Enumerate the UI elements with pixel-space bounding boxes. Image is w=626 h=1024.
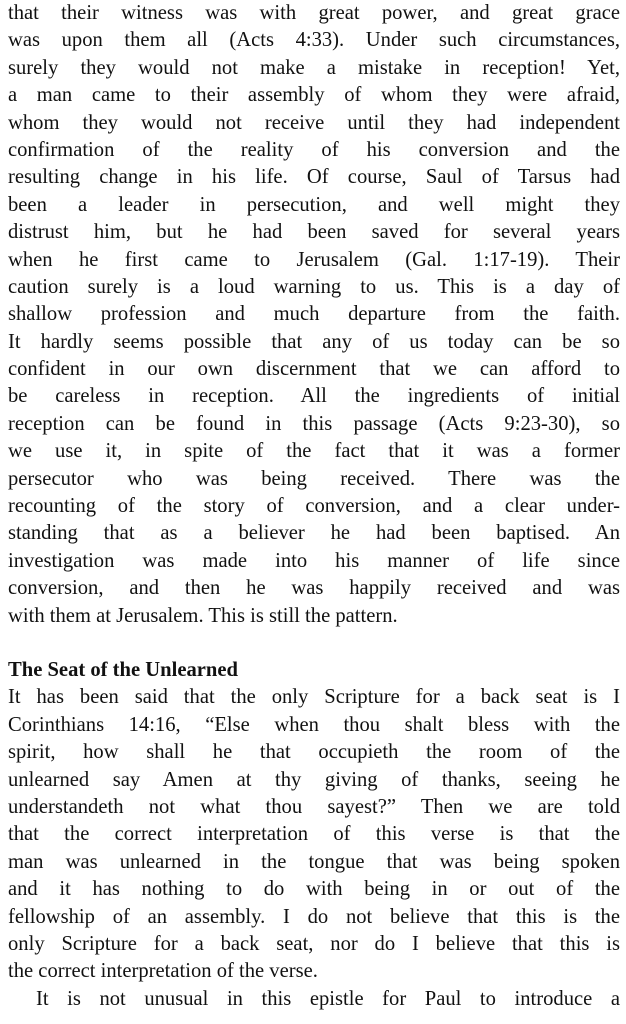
text-line: recounting of the story of conversion, and a clear under- <box>8 495 620 518</box>
paragraph-3 <box>8 986 620 1013</box>
text-line: shallow profession and much departure from the faith. <box>8 303 620 326</box>
text-line: be careless in reception. All the ingredients of initial <box>8 385 620 408</box>
text-line: man was unlearned in the tongue that was being spoken <box>8 850 620 873</box>
section-heading: The Seat of the Unlearned <box>8 658 238 681</box>
text-line: a man came to their assembly of whom they were afraid, <box>8 84 620 107</box>
paragraph-2 <box>8 684 620 985</box>
text-line: unlearned say Amen at thy giving of thanks, seeing he <box>8 768 620 791</box>
text-line: conversion, and then he was happily received and was <box>8 577 620 600</box>
text-line: persecutor who was being received. There was the <box>8 467 620 490</box>
text-line: fellowship of an assembly. I do not believe that this is the <box>8 905 620 928</box>
text-line: confident in our own discernment that we can afford to <box>8 358 620 381</box>
text-line: resulting change in his life. Of course, Saul of Tarsus had <box>8 166 620 189</box>
text-line: standing that as a believer he had been baptised. An <box>8 522 620 545</box>
text-line: was upon them all (Acts 4:33). Under such circumstances, <box>8 29 620 52</box>
document-page <box>8 0 620 1013</box>
text-line: whom they would not receive until they had independent <box>8 111 620 134</box>
text-line: It hardly seems possible that any of us today can be so <box>8 330 620 353</box>
text-line: that the correct interpretation of this verse is that the <box>8 823 620 846</box>
text-line: only Scripture for a back seat, nor do I believe that this is <box>8 932 620 955</box>
paragraph-1 <box>8 0 620 630</box>
text-line: investigation was made into his manner of life since <box>8 549 620 572</box>
text-line: we use it, in spite of the fact that it was a former <box>8 440 620 463</box>
text-line: It is not unusual in this epistle for Paul to introduce a <box>36 987 620 1010</box>
text-line: Corinthians 14:16, “Else when thou shalt bless with the <box>8 713 620 736</box>
text-line: with them at Jerusalem. This is still the pattern. <box>8 604 398 627</box>
text-line: distrust him, but he had been saved for several years <box>8 221 620 244</box>
text-line: been a leader in persecution, and well might they <box>8 193 620 216</box>
text-line: caution surely is a loud warning to us. This is a day of <box>8 275 620 298</box>
text-line: that their witness was with great power, and great grace <box>8 2 620 24</box>
text-line: spirit, how shall he that occupieth the room of the <box>8 741 620 764</box>
text-line: reception can be found in this passage (Acts 9:23-30), so <box>8 412 620 435</box>
text-line: confirmation of the reality of his conversion and the <box>8 138 620 161</box>
text-line: understandeth not what thou sayest?” Then we are told <box>8 795 620 818</box>
text-line: the correct interpretation of the verse. <box>8 960 318 983</box>
text-line: surely they would not make a mistake in reception! Yet, <box>8 56 620 79</box>
text-line: and it has nothing to do with being in or out of the <box>8 878 620 901</box>
text-line: It has been said that the only Scripture for a back seat is I <box>8 686 620 709</box>
text-line: when he first came to Jerusalem (Gal. 1:17-19). Their <box>8 248 620 271</box>
